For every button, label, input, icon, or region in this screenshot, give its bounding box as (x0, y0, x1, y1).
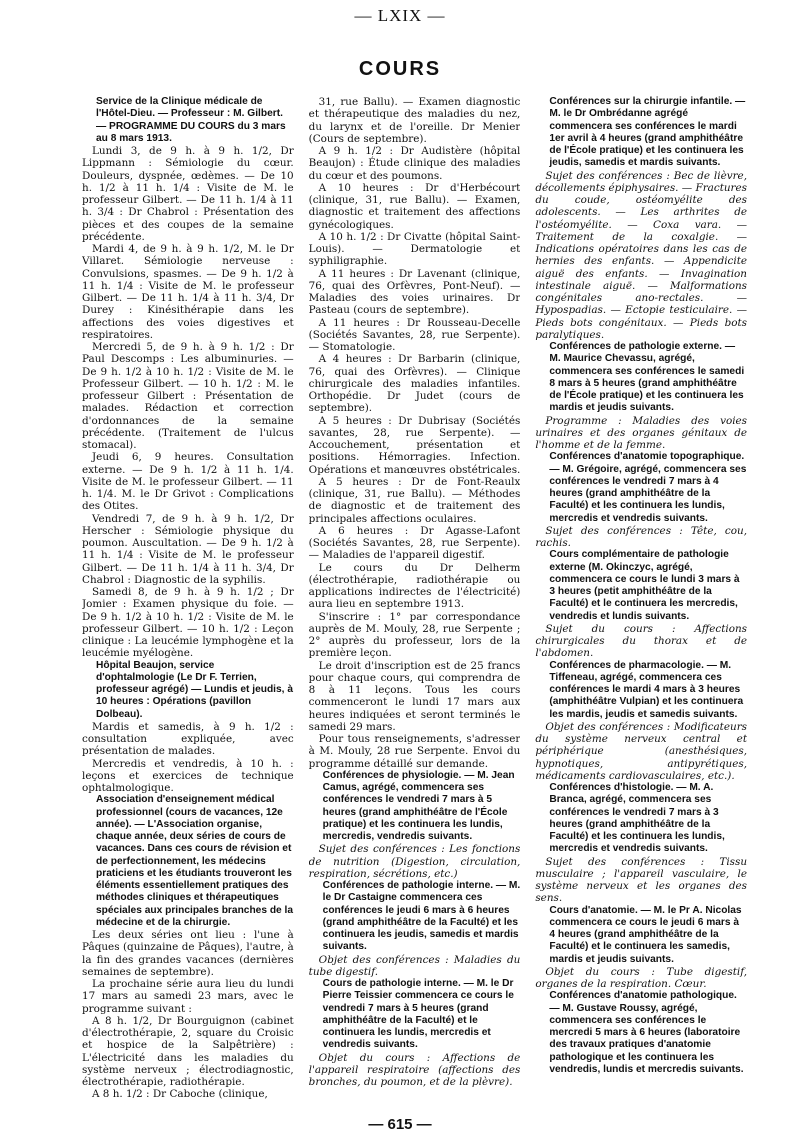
subject-paragraph: Objet des conférences : Modificateurs du système nerveux central et périphérique (anesthésiques, hypnotiques, antipyrétiques, médicaments cardiovasculaires, etc.). (535, 720, 748, 782)
section-paragraph: Conférences sur la chirurgie infantile. — M. le Dr Ombrédanne agrégé commencera ses conférences le mardi 1er avril à 4 heures (grand amphithéâtre de l'École pratique) et les continuera les jeudis, samedis et mardis suivants. (549, 96, 746, 169)
paragraph: A 8 h. 1/2 : Dr Caboche (clinique, (92, 1088, 268, 1101)
section-paragraph: Cours complémentaire de pathologie externe (M. Okinczyc, agrégé, commencera ce cours le lundi 3 mars à 3 heures (petit amphithéâtre de la Faculté) et le continuera les mercredis, vendredis et lundis suivants. (549, 549, 740, 622)
section-paragraph: Conférences d'histologie. — M. A. Branca, agrégé, commencera ses conférences le vendredi 7 mars à 3 heures (grand amphithéâtre de la Faculté) et les continuera les lundis, mercredis et vendredis suivants. (549, 782, 725, 855)
paragraph: A 8 h. 1/2, Dr Bourguignon (cabinet d'électrothérapie, 2, square du Croisic et hospice de la Salpêtrière) : L'électricité dans les maladies du système nerveux ; électrodiagnostic, électrothérapie, radiothérapie. (82, 1014, 294, 1088)
section-paragraph: Cours d'anatomie. — M. le Pr A. Nicolas commencera ce cours le jeudi 6 mars à 4 heures (grand amphithéâtre de la Faculté) et le continuera les samedis, mardis et jeudis suivants. (549, 904, 742, 965)
paragraph: Le droit d'inscription est de 25 francs pour chaque cours, qui comprendra de 8 à 11 leçons. Tous les cours commenceront le lundi 17 mars aux heures indiquées et seront terminés le samedi 29 mars. (308, 659, 521, 733)
subject-paragraph: Sujet des conférences : Les fonctions de nutrition (Digestion, circulation, respiration, sécrétions, etc.) (308, 843, 521, 880)
subject-paragraph: Objet du cours : Affections de l'appareil respiratoire (affections des bronches, du poumon, et de la plèvre). (308, 1051, 521, 1088)
paragraph: Pour tous renseignements, s'adresser à M. Mouly, 28 rue Serpente. Envoi du programme détaillé sur demande. (308, 733, 521, 770)
section-paragraph: Cours de pathologie interne. — M. le Dr Pierre Teissier commencera ce cours le vendredi 7 mars à 5 heures (grand amphithéâtre de la Faculté) et le continuera les lundis, mercredis et vendredis suivants. (322, 978, 514, 1051)
paragraph: Le cours du Dr Delherm (électrothérapie, radiothérapie ou applications indirectes de l'électricité) aura lieu en septembre 1913. (308, 561, 521, 611)
paragraph: A 5 heures : Dr Dubrisay (Sociétés savantes, 28, rue Serpente). — Accouchement, présentation et positions. Hémorragies. Infection. Opérations et manœuvres obstétricales. (308, 414, 521, 476)
column-2 (309, 96, 521, 1108)
section-paragraph: Conférences de pathologie externe. — M. Maurice Chevassu, agrégé, commencera ses conférences le samedi 8 mars à 5 heures (grand amphithéâtre de l'École pratique) et les continuera les mardis et jeudis suivants. (549, 341, 745, 414)
paragraph: A 5 heures : Dr de Font-Reaulx (clinique, 31, rue Ballu). — Méthodes de diagnostic et de traitement des principales affections oculaires. (308, 475, 521, 525)
paragraph: Mercredi 5, de 9 h. à 9 h. 1/2 : Dr Paul Descomps : Les albuminuries. — De 9 h. 1/2 à 10 h. 1/2 : Visite de M. le Professeur Gilbert. — 10 h. 1/2 : M. le professeur Gilbert : Présentation de malades. Rédaction et correction d'ordonnances de la semaine précédente. (Traitement de l'ulcus stomacal). (82, 341, 294, 451)
paragraph: 31, rue Ballu). — Examen diagnostic et thérapeutique des maladies du nez, du larynx et de l'oreille. Dr Menier (Cours de septembre). (308, 96, 521, 145)
paragraph: Vendredi 7, de 9 h. à 9 h. 1/2, Dr Herscher : Sémiologie physique du poumon. Auscultation. — De 9 h. 1/2 à 11 h. 1/4 : Visite de M. le professeur Gilbert. — De 11 h. 1/4 à 11 h. 3/4, Dr Chabrol : Diagnostic de la syphilis. (82, 512, 294, 586)
paragraph: A 11 heures : Dr Rousseau-Decelle (Sociétés Savantes, 28, rue Serpente). — Stomatologie. (308, 316, 521, 353)
page-title: COURS (358, 58, 442, 80)
section-paragraph: Conférences d'anatomie topographique. — M. Grégoire, agrégé, commencera ses conférences le vendredi 7 mars à 4 heures (grand amphithéâtre de la Faculté) et les continuera les lundis, mercredis et vendredis suivants. (549, 451, 747, 524)
paragraph: A 10 heures : Dr d'Herbécourt (clinique, 31, rue Ballu). — Examen, diagnostic et traitement des affections gynécologiques. (308, 181, 521, 231)
paragraph: Mercredis et vendredis, à 10 h. : leçons et exercices de technique ophtalmologique. (82, 757, 294, 794)
paragraph: A 6 heures : Dr Agasse-Lafont (Sociétés Savantes, 28, rue Serpente). — Maladies de l'appareil digestif. (308, 524, 521, 562)
subject-paragraph: Sujet des conférences : Tête, cou, rachis. (535, 524, 748, 549)
subject-paragraph: Objet du cours : Tube digestif, organes de la respiration. Cœur. (535, 965, 748, 990)
text-columns (82, 96, 747, 1108)
paragraph: A 4 heures : Dr Barbarin (clinique, 76, quai des Orfèvres). — Clinique chirurgicale des maladies infantiles. Orthopédie. Dr Judet (cours de septembre). (308, 353, 521, 415)
section-paragraph: Service de la Clinique médicale de l'Hôtel-Dieu. — Professeur : M. Gilbert. — PROGRAMME DU COURS du 3 mars au 8 mars 1913. (96, 96, 286, 144)
page-header: — LXIX — (354, 6, 446, 25)
subject-paragraph: Objet des conférences : Maladies du tube digestif. (308, 953, 521, 978)
paragraph: A 11 heures : Dr Lavenant (clinique, 76, quai des Orfèvres, Pont-Neuf). — Maladies des voies urinaires. Dr Pasteau (cours de septembre). (308, 267, 521, 317)
paragraph: Jeudi 6, 9 heures. Consultation externe. — De 9 h. 1/2 à 11 h. 1/4. Visite de M. le professeur Gilbert. — 11 h. 1/4. M. le Dr Grivot : Complications des Otites. (82, 451, 294, 513)
subject-paragraph: Sujet des conférences : Bec de lièvre, décollements épiphysaires. — Fractures du coude, ostéomyélite des adolescents. — Les arthrites de l'ostéomyélite. — Coxa vara. — Traitement de la coxalgie. — Indications opératoires dans les cas de hernies des enfants. — Appendicite aiguë des enfants. — Invagination intestinale aiguë. — Malformations congénitales ano-rectales. — Hypospadias. — Ectopie testiculaire. — Pieds bots congénitaux. — Pieds bots paralytiques. (535, 169, 748, 341)
subject-paragraph: Sujet du cours : Affections chirurgicales du thorax et de l'abdomen. (535, 622, 748, 660)
section-paragraph: Conférences de pharmacologie. — M. Tiffeneau, agrégé, commencera ces conférences le mardi 4 mars à 3 heures (amphithéâtre Vulpian) et les continuera les mardis, jeudis et samedis suivants. (549, 659, 744, 720)
paragraph: La prochaine série aura lieu du lundi 17 mars au samedi 23 mars, avec le programme suivant : (82, 978, 294, 1015)
column-1 (82, 96, 294, 1108)
paragraph: A 10 h. 1/2 : Dr Civatte (hôpital Saint-Louis). — Dermatologie et syphiligraphie. (308, 230, 521, 268)
paragraph: Les deux séries ont lieu : l'une à Pâques (quinzaine de Pâques), l'autre, à la fin des grandes vacances (dernières semaines de septembre). (82, 929, 294, 978)
paragraph: Mardi 4, de 9 h. à 9 h. 1/2, M. le Dr Villaret. Sémiologie nerveuse : Convulsions, spasmes. — De 9 h. 1/2 à 11 h. 1/4 : Visite de M. le professeur Gilbert. — De 11 h. 1/4 à 11 h. 3/4, Dr Durey : Kinésithérapie dans les affections des voies digestives et respiratoires. (82, 243, 294, 341)
paragraph: S'inscrire : 1° par correspondance auprès de M. Mouly, 28, rue Serpente ; 2° auprès du professeur, lors de la première leçon. (308, 610, 521, 660)
section-paragraph: Conférences de physiologie. — M. Jean Camus, agrégé, commencera ses conférences le vendredi 7 mars à 5 heures (grand amphithéâtre de l'École pratique) et les continuera les lundis, mercredis, vendredis suivants. (322, 769, 515, 842)
section-paragraph: Association d'enseignement médical professionnel (cours de vacances, 12e année). — L'Association organise, chaque année, deux séries de cours de vacances. Dans ces cours de révision et de perfectionnement, les médecins praticiens et les étudiants trouveront les éléments essentiellement pratiques des méthodes cliniques et thérapeutiques spéciales aux principales branches de la médecine et de la chirurgie. (96, 794, 294, 928)
paragraph: Lundi 3, de 9 h. à 9 h. 1/2, Dr Lippmann : Sémiologie du cœur. Douleurs, dyspnée, œdèmes. — De 10 h. 1/2 à 11 h. 1/4 : Visite de M. le professeur Gilbert. — De 11 h. 1/4 à 11 h. 3/4 : Dr Chabrol : Présentation des pièces et des coupes de la semaine précédente. (82, 145, 294, 243)
section-paragraph: Hôpital Beaujon, service d'ophtalmologie (Le Dr F. Terrien, professeur agrégé) — Lundis et jeudis, à 10 heures : Opérations (pavillon Dolbeau). (96, 659, 294, 720)
paragraph: Mardis et samedis, à 9 h. 1/2 : consultation expliquée, avec présentation de malades. (82, 720, 294, 758)
column-3 (535, 96, 747, 1108)
page-number: — 615 — (368, 1116, 432, 1133)
subject-paragraph: Sujet des conférences : Tissu musculaire ; l'appareil vasculaire, le système nerveux et les organes des sens. (535, 855, 748, 905)
paragraph: A 9 h. 1/2 : Dr Audistère (hôpital Beaujon) : Étude clinique des maladies du cœur et des poumons. (308, 145, 521, 182)
section-paragraph: Conférences d'anatomie pathologique. — M. Gustave Roussy, agrégé, commencera ses conférences le mercredi 5 mars à 6 heures (laboratoire des travaux pratiques d'anatomie pathologique et les continuera les vendredis, lundis et mercredis suivants. (549, 990, 744, 1075)
section-paragraph: Conférences de pathologie interne. — M. le Dr Castaigne commencera ces conférences le jeudi 6 mars à 6 heures (grand amphithéâtre de la Faculté) et les continuera les jeudis, samedis et mardis suivants. (322, 880, 521, 953)
subject-paragraph: Programme : Maladies des voies urinaires et des organes génitaux de l'homme et de la femme. (535, 414, 748, 451)
paragraph: Samedi 8, de 9 h. à 9 h. 1/2 ; Dr Jomier : Examen physique du foie. — De 9 h. 1/2 à 10 h. 1/2 : Visite de M. le professeur Gilbert. — 10 h. 1/2 : Leçon clinique : La leucémie lymphogène et la leucémie myélogène. (82, 586, 294, 660)
